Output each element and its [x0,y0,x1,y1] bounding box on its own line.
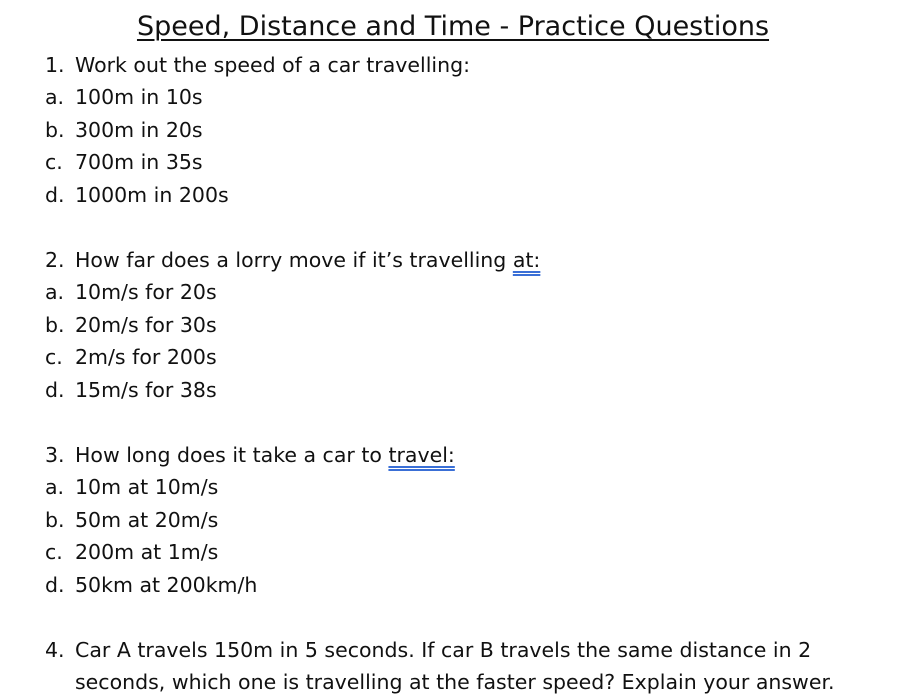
question-3: 3. How long does it take a car to travel: [45,443,455,467]
question-1-part-b: b. 300m in 20s [45,118,203,142]
question-1: 1. Work out the speed of a car travelling: [45,53,471,77]
grammar-flag[interactable]: travel: [388,443,455,467]
question-2: 2. How far does a lorry move if it’s travelling at: [45,248,541,272]
question-2-part-c: c. 2m/s for 200s [45,345,217,369]
question-3-part-b: b. 50m at 20m/s [45,508,219,532]
question-4: 4. Car A travels 150m in 5 seconds. If car B travels the same distance in 2 [45,638,812,662]
question-2-part-b: b. 20m/s for 30s [45,313,217,337]
question-3-part-c: c. 200m at 1m/s [45,540,219,564]
grammar-flag[interactable]: at: [512,248,541,272]
page-title: Speed, Distance and Time - Practice Questions [136,11,770,42]
question-2-part-d: d. 15m/s for 38s [45,378,217,402]
question-2-part-a: a. 10m/s for 20s [45,280,217,304]
question-3-part-d: d. 50km at 200km/h [45,573,258,597]
question-1-part-a: a. 100m in 10s [45,85,203,109]
question-1-part-c: c. 700m in 35s [45,150,203,174]
question-4-continued: seconds, which one is travelling at the faster speed? Explain your answer. [75,670,835,694]
question-1-part-d: d. 1000m in 200s [45,183,229,207]
question-3-part-a: a. 10m at 10m/s [45,475,219,499]
